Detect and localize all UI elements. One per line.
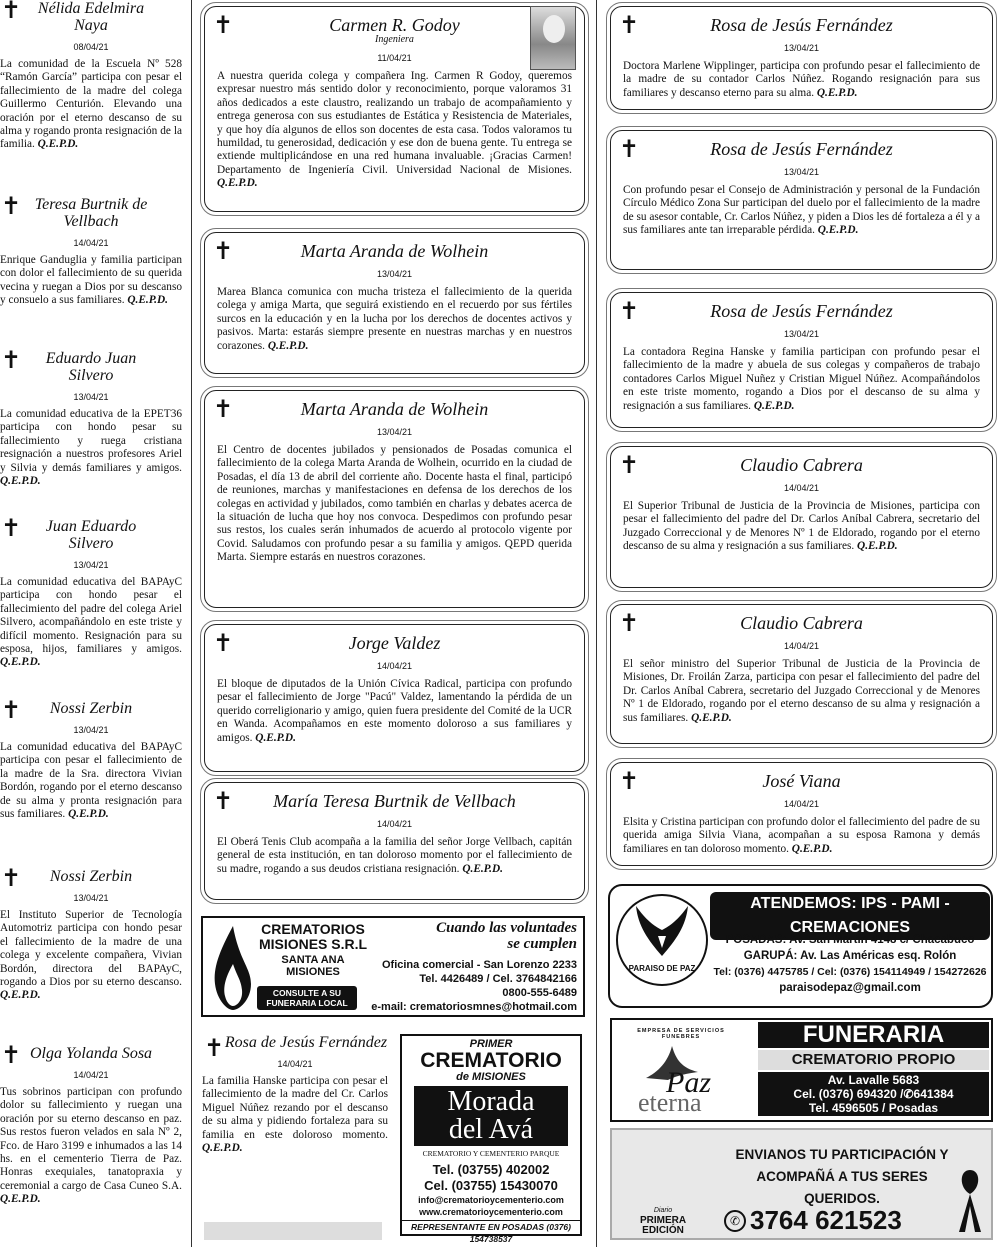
paz-addr: Av. Lavalle 5683	[827, 1073, 920, 1087]
obituary-body: Enrique Ganduglia y familia participan con dolor el fallecimiento de su querida vecina y ruegan a Dios por su descanso y consuelo a sus familiares.	[0, 254, 182, 307]
crematorios-office: Oficina comercial - San Lorenzo 2233	[381, 959, 577, 971]
qepd-label: Q.E.P.D.	[255, 731, 296, 744]
cross-icon: ✝	[213, 11, 234, 39]
obituary-text	[202, 1075, 388, 1155]
obituary-body: La contadora Regina Hanske y familia participan con profundo pesar el fallecimiento de la madre y abuela de sus colegas y compañeros de trabajo contadores Carlos Miguel Nuñez y Cristian Miguel Núñez. Acompañándolos en este triste momento, rogando a Dios por el descanso de su alma y resignación a sus familiares.	[623, 346, 980, 412]
crematorios-sub-2: MISIONES	[286, 966, 340, 978]
obituary-name: Jorge Valdez	[348, 633, 441, 653]
qepd-label: Q.E.P.D.	[267, 339, 309, 352]
crematorios-title: CREMATORIOS	[261, 921, 365, 937]
obituary-name: Nossi Zerbin	[49, 868, 133, 885]
obituary-date: 13/04/21	[783, 167, 820, 177]
obituary-date: 11/04/21	[377, 53, 412, 63]
qepd-label: Q.E.P.D.	[37, 138, 79, 151]
paz-word: Paz	[666, 1066, 711, 1099]
crematorios-email: e-mail: crematoriosmnes@hotmail.com	[371, 1001, 577, 1013]
cross-icon: ✝	[619, 135, 640, 163]
qepd-label: Q.E.P.D.	[462, 862, 503, 875]
obituary-date: 13/04/21	[376, 269, 413, 279]
paz-eterna-arc: EMPRESA DE SERVICIOS FUNEBRES	[637, 1028, 725, 1040]
primera-phone: 3764 621523	[750, 1205, 902, 1235]
obituary-box-col2-2	[204, 390, 585, 608]
qepd-label: Q.E.P.D.	[217, 177, 258, 190]
primera-diario: Diario	[653, 1207, 673, 1214]
cross-icon: ✝	[619, 11, 640, 39]
obituary-date: 13/04/21	[73, 893, 109, 903]
primera-line-2: ACOMPAÑÁ A TUS SERES QUERIDOS.	[756, 1169, 928, 1206]
obituary-box-col2-4	[204, 782, 585, 900]
obituary-text	[0, 909, 182, 1003]
paraiso-line-3: Tel: (0376) 4475785 / Cel: (0376) 154114949 / 154272626	[713, 966, 987, 978]
crematorios-badge-1: CONSULTE A SU	[272, 988, 342, 998]
morada-crematorio: CREMATORIO	[420, 1049, 562, 1072]
qepd-label: Q.E.P.D.	[0, 989, 41, 1002]
obituary-date: 13/04/21	[376, 427, 413, 437]
obituary-body: La familia Hanske participa con pesar el fallecimiento de la madre del Cr. Carlos Miguel Núñez rezando por el descanso de su alma y pidiendo fortaleza para su familia en este doloroso momento.	[202, 1075, 388, 1141]
cross-icon: ✝	[213, 237, 234, 265]
column-divider	[191, 0, 192, 1247]
cross-icon: ✝	[1, 346, 22, 374]
obituary-date: 14/04/21	[73, 238, 109, 248]
obituary-text	[623, 346, 980, 413]
cross-icon: ✝	[619, 609, 640, 637]
obituary-text	[0, 408, 182, 488]
obituary-box-col2-3	[204, 624, 585, 772]
paz-tel: Tel. 4596505 / Posadas	[808, 1101, 939, 1115]
obituary-text	[217, 678, 572, 745]
cross-icon: ✝	[213, 395, 234, 423]
obituary-name: Marta Aranda de Wolhein	[300, 399, 489, 419]
primera-line-1: ENVIANOS TU PARTICIPACIÓN Y	[735, 1147, 949, 1162]
obituary-date: 13/04/21	[783, 43, 820, 53]
obituary-left-3	[0, 514, 182, 670]
obituary-body: Con profundo pesar el Consejo de Administración y personal de la Fundación Círculo Médico Zona Sur participan del duelo por el fallecimiento de la madre de su asesor contable, Cr. Carlos Núñez, y piden a Dios les dé fortaleza a él y a sus familiares ante tan irreparable pérdida.	[623, 184, 980, 237]
qepd-label: Q.E.P.D.	[817, 224, 859, 237]
obituary-date: 13/04/21	[783, 329, 820, 339]
paraiso-line-1: POSADAS: Av. San Martín 4148 c/ Chacabuco	[725, 934, 975, 946]
obituary-left-0	[0, 0, 182, 152]
obituary-text	[217, 836, 572, 876]
obituary-rosa-fernandez-hanske	[202, 1034, 388, 1155]
morada-tel-2: Cel. (03755) 15430070	[424, 1178, 558, 1193]
obituary-body: La comunidad educativa del BAPAyC participa con pesar el fallecimiento de la madre de la Sra. directora Vivian Bordón, rogando por el eterno descanso de su alma y pronta resignación para sus familiares.	[0, 741, 182, 821]
cross-icon: ✝	[1, 1041, 22, 1069]
crematorios-misiones-ad	[201, 916, 585, 1017]
obituary-date: 13/04/21	[73, 560, 109, 570]
cross-icon: ✝	[1, 864, 22, 892]
paraiso-line-4: paraisodepaz@gmail.com	[779, 982, 921, 994]
mourning-ribbon-icon	[955, 1166, 985, 1236]
obituary-name: Claudio Cabrera	[740, 613, 863, 633]
primera-logo-2: EDICIÓN	[642, 1225, 684, 1236]
obituary-box-col3-4	[610, 604, 993, 744]
morada-name-2: del Avá	[448, 1114, 534, 1145]
morada-parque: CREMATORIO Y CEMENTERIO PARQUE	[422, 1149, 560, 1158]
crematorios-slogan-1: Cuando las voluntades	[436, 920, 577, 936]
cross-icon: ✝	[619, 451, 640, 479]
obituary-text	[0, 741, 182, 821]
obituary-body: La comunidad educativa de la EPET36 participa con hondo pesar su fallecimiento y ruega cristiana resignación a nuestros profesores Ariel y Silvia y demás familiares y amigos.	[0, 408, 182, 474]
qepd-label: Q.E.P.D.	[753, 399, 795, 412]
crematorios-tel-2: 0800-555-6489	[502, 987, 577, 999]
obituary-name: Juan Eduardo Silvero	[45, 518, 137, 552]
obituary-body: El Centro de docentes jubilados y pensionados de Posadas comunica el fallecimiento de la colega Marta Aranda de Wolhein, ocurrido en la ciudad de Posadas, el día 13 de abril del corriente año. Docente hasta el final, participó de reuniones, marchas y manifestaciones en defensa de los derechos de los colegas en actividad y jubilados, como también en charlas y debates acerca de la situación de lucha que hoy nos convoca. Despedimos con profundo pesar sus restos, los cuales serán inhumados de acuerdo al protocolo vigente por Covid. Saludamos con profundo pesar a su familia y amigos. QEPD querida Marta. Siempre estarás en nuestros corazones.	[217, 444, 572, 564]
obituary-body: La comunidad de la Escuela Nº 528 “Ramón García” participa con pesar el fallecimiento de la madre del colega Guillermo Centurión. Elevando una oración por el eterno descanso de su alma y rogando pronta resignación de la familia.	[0, 58, 182, 151]
qepd-label: Q.E.P.D.	[127, 294, 168, 307]
obituary-box-col3-3	[610, 446, 993, 588]
portrait-face	[543, 15, 565, 43]
cross-icon: ✝	[1, 514, 22, 542]
obituary-name: Claudio Cabrera	[740, 455, 863, 475]
morada-top: PRIMER	[469, 1038, 513, 1050]
obituary-name: Carmen R. Godoy	[329, 15, 460, 35]
qepd-label: Q.E.P.D.	[0, 475, 41, 488]
obituary-name: Eduardo Juan Silvero	[45, 350, 137, 384]
obituary-date: 14/04/21	[376, 661, 413, 671]
obituary-text	[623, 60, 980, 100]
obituary-name: Rosa de Jesús Fernández	[710, 301, 893, 321]
morada-rep: REPRESENTANTE EN POSADAS (0376) 154738537	[402, 1220, 580, 1245]
morada-del-ava-ad	[400, 1034, 582, 1244]
obituary-box-col3-0	[610, 6, 993, 110]
cross-icon: ✝	[1, 696, 22, 724]
obituary-name: Marta Aranda de Wolhein	[300, 241, 489, 261]
obituary-text	[623, 816, 980, 856]
obituary-left-5	[0, 864, 182, 1003]
obituary-text	[217, 444, 572, 565]
obituary-name: Nossi Zerbin	[49, 700, 133, 717]
obituary-date: 14/04/21	[73, 1070, 109, 1080]
primera-edicion-ad	[610, 1128, 993, 1240]
obituary-date: 14/04/21	[783, 799, 820, 809]
qepd-label: Q.E.P.D.	[857, 540, 898, 553]
whatsapp-icon: ✆	[724, 1210, 746, 1232]
qepd-label: Q.E.P.D.	[691, 711, 732, 724]
obituary-body: El Instituto Superior de Tecnología Automotriz participa con hondo pesar el fallecimiento de la madre de una colega y excelente compañera, Vivian Bordón, directora del BAPAyC, rogando a Dios por su eterno descanso.	[0, 909, 182, 989]
obituary-box-col3-5	[610, 762, 993, 866]
obituary-text	[623, 184, 980, 238]
obituary-date: 14/04/21	[783, 483, 820, 493]
obituary-box-col2-0	[204, 6, 585, 212]
obituary-name: Rosa de Jesús Fernández	[224, 1034, 388, 1051]
qepd-label: Q.E.P.D.	[791, 842, 833, 855]
obituary-body: El Superior Tribunal de Justicia de la Provincia de Misiones, participa con pesar el fallecimiento del padre del Dr. Carlos Aníbal Cabrera, secretario del Juzgado Correccional y de Menores Nº 1 de Eldorado, rogando por el eterno descanso de su alma y resignación a sus familiares.	[623, 500, 980, 553]
crematorios-slogan-2: se cumplen	[507, 936, 577, 952]
qepd-label: Q.E.P.D.	[0, 1193, 41, 1206]
obituary-text	[0, 576, 182, 670]
cross-icon: ✝	[619, 767, 640, 795]
obituary-text	[217, 70, 572, 191]
morada-tel-1: Tel. (03755) 402002	[432, 1162, 550, 1177]
obituary-name: Nélida Edelmira Naya	[37, 0, 145, 34]
gray-strip	[204, 1222, 382, 1240]
obituary-date: 14/04/21	[376, 819, 413, 829]
obituary-left-6	[0, 1041, 182, 1207]
cross-icon: ✝	[619, 297, 640, 325]
obituary-date: 08/04/21	[73, 42, 109, 52]
obituary-body: A nuestra querida colega y compañera Ing. Carmen R Godoy, queremos expresar nuestro más sentido dolor y reconocimiento, porque valoramos 31 años dedicados a este claustro, realizando un trabajo de acompañamiento y entrega generosa con sus estudiantes de Estática y Resistencia de Materiales, y que hoy día algunos de ellos son docentes de esta casa. Todos valoramos tu humildad, tu generosidad, dedicación y ese don de buena gente. Tu entrega se extiende multiplicándose en una red humana invaluable. ¡Gracias Carmen! Departamento de Ingeniería Civil. Universidad Nacional de Misiones.	[217, 70, 572, 176]
obituary-text	[0, 58, 182, 152]
obituary-text	[623, 500, 980, 554]
left-column	[0, 0, 182, 1247]
qepd-label: Q.E.P.D.	[202, 1142, 243, 1155]
obituary-name: Rosa de Jesús Fernández	[710, 139, 893, 159]
obituary-left-1	[0, 192, 182, 308]
obituary-body: Tus sobrinos participan con profundo dolor su fallecimiento y ruegan una oración por su eterno descanso en paz. Sus restos fueron velados en sala Nº 2, Fco. de Haro 3199 e inhumados a las 14 hs. en el cementerio Tierra de Paz. Honras exequiales, tanatopraxia y ceremonial a cargo de Casa Cuneo S.A.	[0, 1086, 182, 1192]
qepd-label: Q.E.P.D.	[816, 86, 858, 99]
obituary-name: José Viana	[762, 771, 841, 791]
paraiso-de-paz-ad	[608, 884, 993, 1008]
obituary-body: El bloque de diputados de la Unión Cívica Radical, participa con profundo pesar el fallecimiento de Jorge "Pacú" Valdez, lamentando la pérdida de un querido correligionario y amigo, quien fuera presidente del Comité de la UCR en Wanda. Acompañamos en este momento doloroso a sus familiares y amigos.	[217, 678, 572, 744]
paraiso-header: ATENDEMOS: IPS - PAMI - CREMACIONES	[710, 892, 990, 940]
paz-eterna-ad	[610, 1018, 993, 1122]
obituary-box-col3-1	[610, 130, 993, 270]
obituary-date: 13/04/21	[73, 725, 109, 735]
qepd-label: Q.E.P.D.	[0, 656, 41, 669]
column-divider	[596, 0, 597, 1247]
primera-logo-1: PRIMERA	[639, 1215, 687, 1226]
obituary-body: La comunidad educativa del BAPAyC participa con hondo pesar el fallecimiento del padre del colega Ariel Silvero, acompañándolo en este triste y difícil momento. Resignación para su esposa, hijos, familiares y amigos.	[0, 576, 182, 656]
obituary-name: María Teresa Burtnik de Vellbach	[273, 791, 516, 811]
obituary-text	[0, 254, 182, 308]
obituary-name: Olga Yolanda Sosa	[29, 1045, 153, 1062]
paz-cel: Cel. (0376) 694320 /✆641384	[793, 1087, 954, 1101]
obituary-body: Elsita y Cristina participan con profundo dolor el fallecimiento del padre de su querida amiga Silvia Viana, acompañan a su esposa Ramona y demás familiares en tan doloroso momento.	[623, 816, 980, 855]
obituary-body: El señor ministro del Superior Tribunal de Justicia de la Provincia de Misiones, Dr. Froilán Zarza, participa con pesar el fallecimiento del padre del Dr. Carlos Aníbal Cabrera, secretario del Juzgado Correccional y de Menores Nº 1 de Eldorado, rogando por el eterno descanso de su alma y resignación a sus familiares.	[623, 658, 980, 724]
obituary-body: Marea Blanca comunica con mucha tristeza el fallecimiento de la querida colega y amiga Marta, que seguirá existiendo en el recuerdo por sus fértiles surcos en la educación y en la lucha por los derechos de docentes activos y pasivos. Marta: estarás siempre presente en nuestras marchas y en nuestros corazones.	[217, 286, 572, 352]
paraiso-logo-text: PARAISO DE PAZ	[628, 964, 696, 973]
obituary-body: El Oberá Tenis Club acompaña a la familia del señor Jorge Vellbach, capitán general de esta institución, en tan doloroso momento por el fallecimiento de su madre, rogando a sus deudos cristiana resignación.	[217, 836, 572, 875]
obituary-date: 13/04/21	[73, 392, 109, 402]
crematorios-tel: Tel. 4426489 / Cel. 3764842166	[419, 973, 577, 985]
morada-misiones: de MISIONES	[456, 1071, 526, 1083]
obituary-date: 14/04/21	[783, 641, 820, 651]
obituary-name: Teresa Burtnik de Vellbach	[34, 196, 148, 230]
obituary-subtitle: Ingeniera	[375, 34, 414, 45]
morada-web: www.crematorioycementerio.com	[419, 1207, 563, 1217]
cross-icon: ✝	[204, 1034, 225, 1062]
cross-icon: ✝	[213, 629, 234, 657]
crematorios-sub-1: SANTA ANA	[281, 954, 345, 966]
obituary-left-4	[0, 696, 182, 821]
obituary-text	[623, 658, 980, 725]
obituary-name: Rosa de Jesús Fernández	[710, 15, 893, 35]
cross-icon: ✝	[213, 787, 234, 815]
qepd-label: Q.E.P.D.	[68, 808, 109, 821]
paz-crematorio: CREMATORIO PROPIO	[758, 1050, 989, 1070]
crematorios-title-2: MISIONES S.R.L	[258, 936, 368, 952]
morada-name-1: Morada	[447, 1086, 535, 1117]
obituary-box-col3-2	[610, 292, 993, 428]
portrait-photo	[530, 6, 576, 70]
obituary-box-col2-1	[204, 232, 585, 374]
obituary-text	[0, 1086, 182, 1207]
crematorios-badge-2: FUNERARIA LOCAL	[266, 998, 348, 1008]
morada-email: info@crematorioycementerio.com	[418, 1195, 564, 1205]
paraiso-line-2: GARUPÁ: Av. Las Américas esq. Rolón	[743, 950, 957, 962]
eterna-word: eterna	[638, 1088, 702, 1117]
obituary-date: 14/04/21	[277, 1059, 313, 1069]
paz-funeraria: FUNERARIA	[802, 1021, 945, 1048]
cross-icon: ✝	[1, 192, 22, 220]
obituary-body: Doctora Marlene Wipplinger, participa con profundo pesar el fallecimiento de la madre de su contador Carlos Núñez. Rogando resignación para sus familiares y descanso eterno para su alma.	[623, 60, 980, 99]
cross-icon: ✝	[1, 0, 22, 24]
obituary-left-2	[0, 346, 182, 488]
obituary-text	[217, 286, 572, 353]
